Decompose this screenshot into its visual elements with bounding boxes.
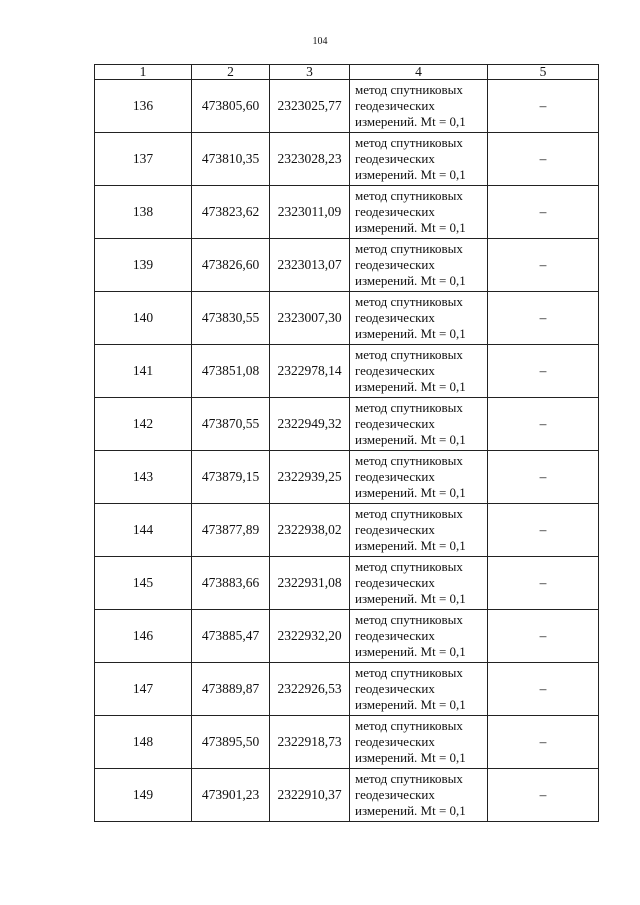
method-cell: метод спутниковых геодезических измерений. Mt = 0,1 bbox=[350, 398, 488, 451]
x-coordinate-cell: 473879,15 bbox=[192, 451, 270, 504]
column-header-1: 1 bbox=[95, 65, 192, 80]
table-row bbox=[95, 716, 599, 769]
y-coordinate-cell: 2322931,08 bbox=[270, 557, 350, 610]
x-coordinate-cell: 473901,23 bbox=[192, 769, 270, 822]
method-cell: метод спутниковых геодезических измерений. Mt = 0,1 bbox=[350, 663, 488, 716]
table-row bbox=[95, 769, 599, 822]
table-row bbox=[95, 186, 599, 239]
method-cell: метод спутниковых геодезических измерений. Mt = 0,1 bbox=[350, 716, 488, 769]
y-coordinate-cell: 2323007,30 bbox=[270, 292, 350, 345]
method-cell: метод спутниковых геодезических измерений. Mt = 0,1 bbox=[350, 239, 488, 292]
note-cell: – bbox=[488, 610, 599, 663]
x-coordinate-cell: 473883,66 bbox=[192, 557, 270, 610]
note-cell: – bbox=[488, 398, 599, 451]
method-cell: метод спутниковых геодезических измерений. Mt = 0,1 bbox=[350, 133, 488, 186]
x-coordinate-cell: 473805,60 bbox=[192, 80, 270, 133]
y-coordinate-cell: 2322910,37 bbox=[270, 769, 350, 822]
point-number-cell: 141 bbox=[95, 345, 192, 398]
table-row bbox=[95, 398, 599, 451]
x-coordinate-cell: 473823,62 bbox=[192, 186, 270, 239]
table-row bbox=[95, 345, 599, 398]
method-cell: метод спутниковых геодезических измерений. Mt = 0,1 bbox=[350, 557, 488, 610]
note-cell: – bbox=[488, 133, 599, 186]
table-row bbox=[95, 610, 599, 663]
point-number-cell: 142 bbox=[95, 398, 192, 451]
table-row bbox=[95, 80, 599, 133]
x-coordinate-cell: 473826,60 bbox=[192, 239, 270, 292]
method-cell: метод спутниковых геодезических измерений. Mt = 0,1 bbox=[350, 610, 488, 663]
point-number-cell: 147 bbox=[95, 663, 192, 716]
note-cell: – bbox=[488, 292, 599, 345]
x-coordinate-cell: 473895,50 bbox=[192, 716, 270, 769]
table-row bbox=[95, 557, 599, 610]
x-coordinate-cell: 473889,87 bbox=[192, 663, 270, 716]
note-cell: – bbox=[488, 716, 599, 769]
note-cell: – bbox=[488, 345, 599, 398]
point-number-cell: 140 bbox=[95, 292, 192, 345]
point-number-cell: 138 bbox=[95, 186, 192, 239]
point-number-cell: 148 bbox=[95, 716, 192, 769]
y-coordinate-cell: 2322939,25 bbox=[270, 451, 350, 504]
note-cell: – bbox=[488, 239, 599, 292]
column-header-2: 2 bbox=[192, 65, 270, 80]
x-coordinate-cell: 473810,35 bbox=[192, 133, 270, 186]
y-coordinate-cell: 2322918,73 bbox=[270, 716, 350, 769]
table-body bbox=[95, 80, 599, 822]
method-cell: метод спутниковых геодезических измерений. Mt = 0,1 bbox=[350, 769, 488, 822]
note-cell: – bbox=[488, 186, 599, 239]
y-coordinate-cell: 2323011,09 bbox=[270, 186, 350, 239]
table-row bbox=[95, 451, 599, 504]
method-cell: метод спутниковых геодезических измерений. Mt = 0,1 bbox=[350, 504, 488, 557]
point-number-cell: 137 bbox=[95, 133, 192, 186]
y-coordinate-cell: 2322978,14 bbox=[270, 345, 350, 398]
method-cell: метод спутниковых геодезических измерений. Mt = 0,1 bbox=[350, 80, 488, 133]
method-cell: метод спутниковых геодезических измерений. Mt = 0,1 bbox=[350, 345, 488, 398]
note-cell: – bbox=[488, 557, 599, 610]
x-coordinate-cell: 473830,55 bbox=[192, 292, 270, 345]
y-coordinate-cell: 2322926,53 bbox=[270, 663, 350, 716]
note-cell: – bbox=[488, 769, 599, 822]
y-coordinate-cell: 2323025,77 bbox=[270, 80, 350, 133]
note-cell: – bbox=[488, 663, 599, 716]
coordinates-table bbox=[94, 64, 599, 822]
table-row bbox=[95, 663, 599, 716]
x-coordinate-cell: 473877,89 bbox=[192, 504, 270, 557]
table-row bbox=[95, 239, 599, 292]
note-cell: – bbox=[488, 80, 599, 133]
point-number-cell: 146 bbox=[95, 610, 192, 663]
note-cell: – bbox=[488, 451, 599, 504]
y-coordinate-cell: 2322949,32 bbox=[270, 398, 350, 451]
x-coordinate-cell: 473870,55 bbox=[192, 398, 270, 451]
point-number-cell: 139 bbox=[95, 239, 192, 292]
table-row bbox=[95, 133, 599, 186]
method-cell: метод спутниковых геодезических измерений. Mt = 0,1 bbox=[350, 451, 488, 504]
table-row bbox=[95, 504, 599, 557]
table-row bbox=[95, 292, 599, 345]
method-cell: метод спутниковых геодезических измерений. Mt = 0,1 bbox=[350, 186, 488, 239]
point-number-cell: 149 bbox=[95, 769, 192, 822]
point-number-cell: 136 bbox=[95, 80, 192, 133]
x-coordinate-cell: 473885,47 bbox=[192, 610, 270, 663]
note-cell: – bbox=[488, 504, 599, 557]
column-header-4: 4 bbox=[350, 65, 488, 80]
y-coordinate-cell: 2322938,02 bbox=[270, 504, 350, 557]
point-number-cell: 143 bbox=[95, 451, 192, 504]
x-coordinate-cell: 473851,08 bbox=[192, 345, 270, 398]
y-coordinate-cell: 2323028,23 bbox=[270, 133, 350, 186]
y-coordinate-cell: 2323013,07 bbox=[270, 239, 350, 292]
y-coordinate-cell: 2322932,20 bbox=[270, 610, 350, 663]
point-number-cell: 144 bbox=[95, 504, 192, 557]
table-header bbox=[95, 65, 599, 80]
point-number-cell: 145 bbox=[95, 557, 192, 610]
method-cell: метод спутниковых геодезических измерений. Mt = 0,1 bbox=[350, 292, 488, 345]
header-row bbox=[95, 65, 599, 80]
column-header-3: 3 bbox=[270, 65, 350, 80]
page-number: 104 bbox=[312, 36, 328, 47]
column-header-5: 5 bbox=[488, 65, 599, 80]
